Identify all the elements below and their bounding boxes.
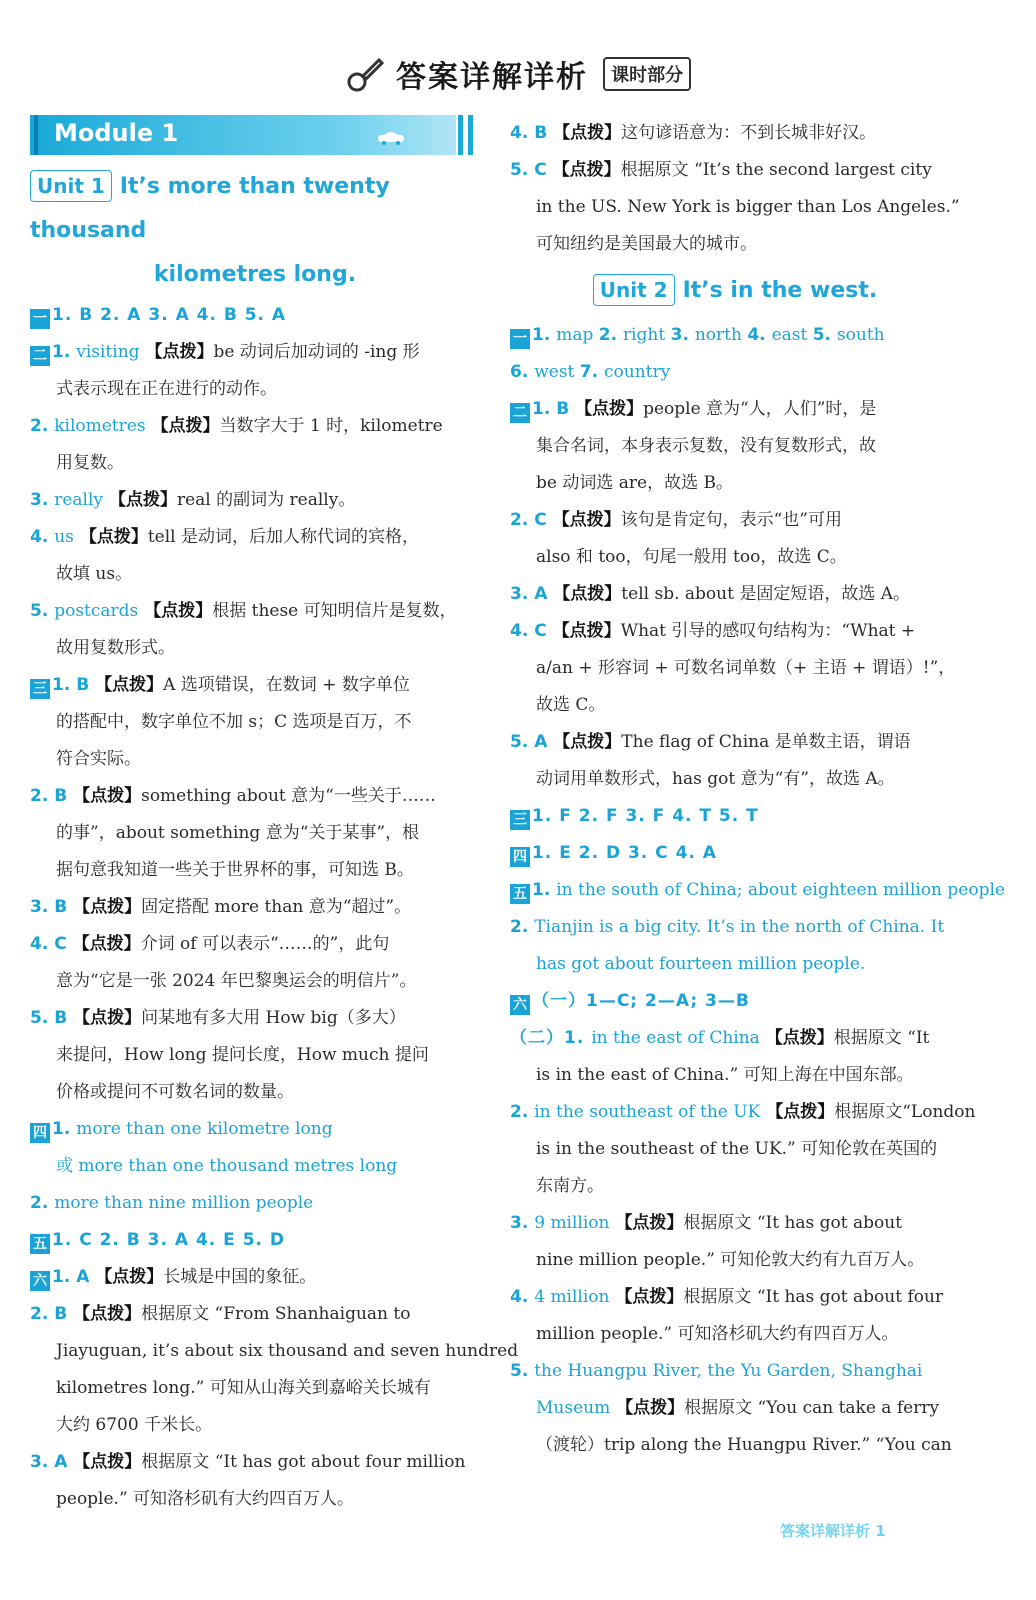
hint-label: 【点拨】 [89, 675, 164, 695]
answer-text: 5. A [510, 732, 548, 752]
unit-label: Unit 2 [593, 274, 675, 306]
hint-label: 【点拨】 [760, 1102, 835, 1122]
hint-label: 【点拨】 [67, 1008, 142, 1028]
answer-text: 3. [510, 1213, 535, 1233]
explanation-text: 根据原文 “It has got about four million [141, 1452, 466, 1472]
answer-line [30, 667, 480, 704]
answer-list [510, 115, 960, 263]
answer-text: east [771, 325, 813, 345]
explanation-text: 集合名词，本身表示复数，没有复数形式，故 [536, 436, 876, 456]
answer-line [510, 354, 960, 391]
unit-title-line1: It’s more than twenty thousand [30, 174, 390, 243]
answer-line [510, 1353, 960, 1390]
answer-line [510, 687, 960, 724]
answer-text: 3. [30, 490, 55, 510]
answer-line [510, 539, 960, 576]
section-number-badge: 五 [510, 884, 530, 904]
answer-text: 6. [510, 362, 535, 382]
answer-text: 1. C 2. B 3. A 4. E 5. D [52, 1230, 286, 1250]
answer-line [30, 1407, 480, 1444]
explanation-text: 问某地有多大用 How big（多大） [141, 1008, 406, 1028]
answer-line [30, 1185, 480, 1222]
answer-line [30, 1481, 480, 1518]
answer-text: 2. C [510, 510, 547, 530]
explanation-text: 可知纽约是美国最大的城市。 [536, 234, 757, 254]
unit-2-heading [510, 269, 960, 313]
hint-label: 【点拨】 [67, 786, 142, 806]
answer-line [510, 1316, 960, 1353]
answer-line [30, 926, 480, 963]
answer-line [30, 704, 480, 741]
answer-text: the Huangpu River, the Yu Garden, Shanghai [534, 1361, 923, 1381]
hint-label: 【点拨】 [610, 1398, 685, 1418]
section-number-badge: 三 [510, 810, 530, 830]
section-number-badge: 六 [30, 1271, 50, 1291]
explanation-text: 的事”，about something 意为“关于某事”，根 [56, 823, 420, 843]
answer-text: 3. B [30, 897, 68, 917]
module-banner [30, 115, 480, 155]
answer-line [510, 613, 960, 650]
answer-line [510, 152, 960, 189]
answer-line [30, 815, 480, 852]
answer-text: 1. F 2. F 3. F 4. T 5. T [532, 806, 759, 826]
right-column [510, 115, 1005, 1464]
section-number-badge: 六 [510, 995, 530, 1015]
answer-line [510, 724, 960, 761]
explanation-text: 根据原文 “It has got about [683, 1213, 903, 1233]
answer-line [30, 408, 480, 445]
answer-line [30, 852, 480, 889]
explanation-text: nine million people.” 可知伦敦大约有九百万人。 [536, 1250, 925, 1270]
explanation-text: 该句是肯定句，表示“也”可用 [620, 510, 842, 530]
answer-line [510, 835, 960, 872]
answer-text: 3. A [30, 1452, 68, 1472]
explanation-text: 根据原文 “You can take a ferry [684, 1398, 940, 1418]
explanation-text: 大约 6700 千米长。 [56, 1415, 213, 1435]
answer-text: 7. [579, 362, 605, 382]
left-column [30, 115, 519, 1518]
answer-line [510, 1427, 960, 1464]
hint-label: 【点拨】 [609, 1287, 684, 1307]
explanation-text: 根据原文 “From Shanhaiguan to [141, 1304, 411, 1324]
explanation-text: 意为“它是一张 2024 年巴黎奥运会的明信片”。 [56, 971, 417, 991]
answer-line [510, 391, 960, 428]
explanation-text: something about 意为“一些关于…… [141, 786, 436, 806]
explanation-text: The flag of China 是单数主语，谓语 [621, 732, 911, 752]
explanation-text: people.” 可知洛杉矶有大约四百万人。 [56, 1489, 355, 1509]
explanation-text: 东南方。 [536, 1176, 604, 1196]
answer-line [510, 1057, 960, 1094]
hint-label: 【点拨】 [546, 160, 621, 180]
hint-label: 【点拨】 [103, 490, 177, 510]
answer-line [510, 872, 1005, 909]
explanation-text: Jiayuguan, it’s about six thousand and seven hundred [56, 1341, 519, 1361]
hint-label: 【点拨】 [546, 510, 621, 530]
answer-text: 4. B [510, 123, 548, 143]
answer-text: 4. [30, 527, 55, 547]
answer-text: 2. B [30, 1304, 68, 1324]
explanation-text: real 的副词为 really。 [176, 490, 356, 510]
explanation-text: 符合实际。 [56, 749, 141, 769]
hint-label: 【点拨】 [139, 342, 214, 362]
answer-line [510, 1168, 960, 1205]
unit-label: Unit 1 [30, 170, 112, 202]
answer-text: in the southeast of the UK [534, 1102, 761, 1122]
section-number-badge: 二 [30, 346, 50, 366]
answer-line [510, 226, 960, 263]
hint-label: 【点拨】 [609, 1213, 684, 1233]
answer-list [510, 317, 1005, 1464]
explanation-text: 故选 C。 [536, 695, 606, 715]
explanation-text: 固定搭配 more than 意为“超过”。 [141, 897, 412, 917]
answer-text: postcards [54, 601, 139, 621]
answer-line [30, 1259, 480, 1296]
explanation-text: million people.” 可知洛杉矶大约有四百万人。 [536, 1324, 899, 1344]
hint-label: 【点拨】 [67, 1304, 142, 1324]
explanation-text: 介词 of 可以表示“……的”，此句 [140, 934, 390, 954]
page-header [0, 52, 1036, 102]
answer-text: 2. [510, 917, 535, 937]
answer-line [30, 741, 480, 778]
answer-text: 1. E 2. D 3. C 4. A [532, 843, 717, 863]
answer-line [30, 593, 480, 630]
explanation-text: people 意为“人，人们”时，是 [643, 399, 877, 419]
answer-text: map [556, 325, 599, 345]
explanation-text: A 选项错误，在数词 + 数字单位 [163, 675, 410, 695]
section-tag: 课时部分 [603, 57, 691, 91]
explanation-text: What 引导的感叹句结构为：“What + [620, 621, 916, 641]
section-number-badge: 四 [30, 1123, 50, 1143]
section-number-badge: 一 [30, 309, 50, 329]
answer-line [510, 798, 960, 835]
answer-text: us [54, 527, 74, 547]
answer-line [30, 1444, 480, 1481]
explanation-text: （渡轮）trip along the Huangpu River.” “You can [536, 1435, 952, 1455]
explanation-text: 根据原文 “It [833, 1028, 930, 1048]
hint-label: 【点拨】 [138, 601, 213, 621]
answer-text: country [604, 362, 671, 382]
answer-line [30, 1222, 480, 1259]
answer-text: north [694, 325, 748, 345]
section-number-badge: 二 [510, 403, 530, 423]
answer-text: right [622, 325, 671, 345]
answer-list [30, 297, 519, 1518]
hint-label: 【点拨】 [73, 527, 148, 547]
answer-line [510, 1094, 976, 1131]
answer-text: 5. [812, 325, 837, 345]
explanation-text: 式表示现在正在进行的动作。 [56, 379, 277, 399]
hint-label: 【点拨】 [547, 732, 622, 752]
answer-text: more than one kilometre long [76, 1119, 333, 1139]
answer-line [30, 963, 480, 1000]
answer-text: 5. [510, 1361, 535, 1381]
answer-text: （一）1—C; 2—A; 3—B [532, 991, 750, 1011]
answer-line [510, 115, 960, 152]
hint-label: 【点拨】 [67, 897, 142, 917]
hint-label: 【点拨】 [547, 584, 622, 604]
explanation-text: be 动词后加动词的 -ing 形 [213, 342, 420, 362]
explanation-text: tell 是动词，后加人称代词的宾格， [147, 527, 419, 547]
explanation-text: 故填 us。 [56, 564, 133, 584]
answer-line [30, 297, 480, 334]
explanation-text: 动词用单数形式，has got 意为“有”，故选 A。 [536, 769, 895, 789]
explanation-text: 的搭配中，数字单位不加 s；C 选项是百万，不 [56, 712, 412, 732]
answer-line [30, 556, 480, 593]
hint-label: 【点拨】 [89, 1267, 164, 1287]
hint-label: 【点拨】 [67, 1452, 142, 1472]
explanation-text: 来提问，How long 提问长度，How much 提问 [56, 1045, 429, 1065]
answer-line [510, 576, 960, 613]
explanation-text: be 动词选 are，故选 B。 [536, 473, 733, 493]
section-number-badge: 四 [510, 847, 530, 867]
answer-line [30, 334, 480, 371]
answer-text: 5. C [510, 160, 547, 180]
answer-text: 1. [52, 1119, 77, 1139]
unit-1-heading [30, 165, 480, 253]
answer-text: kilometres [54, 416, 146, 436]
explanation-text: 故用复数形式。 [56, 638, 175, 658]
section-number-badge: 一 [510, 329, 530, 349]
explanation-text: kilometres long.” 可知从山海关到嘉峪关长城有 [56, 1378, 431, 1398]
answer-line [30, 1370, 480, 1407]
answer-line [510, 1390, 960, 1427]
answer-line [30, 371, 480, 408]
answer-line [30, 1111, 480, 1148]
answer-text: 3. [670, 325, 695, 345]
answer-text: （二）1. [510, 1028, 592, 1048]
answer-line [30, 1148, 480, 1185]
answer-text: 4. C [30, 934, 67, 954]
answer-text: 1. B [532, 399, 570, 419]
answer-line [510, 1131, 960, 1168]
answer-line [510, 909, 960, 946]
explanation-text: is in the southeast of the UK.” 可知伦敦在英国的 [536, 1139, 938, 1159]
hint-label: 【点拨】 [547, 123, 622, 143]
unit-title-line2: kilometres long. [153, 262, 357, 287]
answer-text: really [54, 490, 104, 510]
answer-line [30, 482, 480, 519]
answer-line [510, 428, 960, 465]
car-icon [376, 129, 410, 145]
answer-text: 2. B [30, 786, 68, 806]
answer-text: Tianjin is a big city. It’s in the north of China. It [534, 917, 945, 937]
section-number-badge: 五 [30, 1234, 50, 1254]
hint-label: 【点拨】 [145, 416, 220, 436]
answer-line [30, 519, 480, 556]
answer-line [510, 1279, 960, 1316]
unit-1-heading-cont [30, 253, 480, 297]
page-title: 答案详解详析 [396, 60, 588, 95]
answer-text: 1. [532, 880, 557, 900]
answer-text: 4. [510, 1287, 535, 1307]
answer-line [510, 650, 960, 687]
answer-text: 2. [510, 1102, 535, 1122]
answer-text: west [534, 362, 580, 382]
answer-line [510, 1020, 960, 1057]
explanation-text: a/an + 形容词 + 可数名词单数（+ 主语 + 谓语）!”， [536, 658, 956, 678]
answer-text: 5. [30, 601, 55, 621]
answer-line [30, 778, 480, 815]
answer-line [30, 1296, 480, 1333]
answer-text: 1. A [52, 1267, 90, 1287]
answer-line [510, 502, 960, 539]
explanation-text: in the US. New York is bigger than Los Angeles.” [536, 197, 960, 217]
answer-text: in the east of China [591, 1028, 760, 1048]
answer-text: 4. C [510, 621, 547, 641]
hint-label: 【点拨】 [66, 934, 141, 954]
answer-text: visiting [76, 342, 140, 362]
answer-line [510, 1205, 960, 1242]
answer-line [30, 889, 480, 926]
answer-line [30, 630, 480, 667]
answer-line [30, 1333, 519, 1370]
answer-line [510, 189, 960, 226]
hint-label: 【点拨】 [546, 621, 621, 641]
explanation-text: is in the east of China.” 可知上海在中国东部。 [536, 1065, 914, 1085]
explanation-text: 根据 these 可知明信片是复数， [212, 601, 457, 621]
explanation-text: 价格或提问不可数名词的数量。 [56, 1082, 294, 1102]
answer-text: 或 more than one thousand metres long [56, 1156, 398, 1176]
pen-nib-icon [345, 54, 385, 94]
answer-text: in the south of China; about eighteen million people [556, 880, 1005, 900]
answer-text: 1. B 2. A 3. A 4. B 5. A [52, 305, 287, 325]
answer-line [30, 1074, 480, 1111]
explanation-text: tell sb. about 是固定短语，故选 A。 [621, 584, 910, 604]
unit-title: It’s in the west. [682, 278, 878, 303]
explanation-text: 长城是中国的象征。 [163, 1267, 317, 1287]
answer-line [30, 445, 480, 482]
hint-label: 【点拨】 [759, 1028, 834, 1048]
explanation-text: 根据原文 “It has got about four [683, 1287, 944, 1307]
explanation-text: 当数字大于 1 时，kilometre [219, 416, 443, 436]
answer-text: south [836, 325, 885, 345]
explanation-text: 根据原文 “It’s the second largest city [620, 160, 932, 180]
answer-line [510, 983, 960, 1020]
answer-line [510, 465, 960, 502]
answer-text: 1. B [52, 675, 90, 695]
answer-text: 2. [30, 1193, 55, 1213]
explanation-text: 用复数。 [56, 453, 124, 473]
answer-line [30, 1000, 480, 1037]
answer-text: 2. [30, 416, 55, 436]
explanation-text: 这句谚语意为：不到长城非好汉。 [621, 123, 877, 143]
explanation-text: 根据原文“London [834, 1102, 976, 1122]
answer-text: 4. [747, 325, 772, 345]
module-title: Module 1 [54, 119, 179, 147]
answer-text: has got about fourteen million people. [536, 954, 866, 974]
hint-label: 【点拨】 [569, 399, 644, 419]
answer-text: 1. [52, 342, 77, 362]
section-number-badge: 三 [30, 679, 50, 699]
answer-line [510, 946, 960, 983]
explanation-text: 据句意我知道一些关于世界杯的事，可知选 B。 [56, 860, 414, 880]
answer-text: 4 million [534, 1287, 610, 1307]
answer-line [30, 1037, 480, 1074]
answer-text: 2. [598, 325, 623, 345]
answer-text: 3. A [510, 584, 548, 604]
explanation-text: also 和 too，句尾一般用 too，故选 C。 [536, 547, 847, 567]
answer-text: more than nine million people [54, 1193, 314, 1213]
answer-text: 5. B [30, 1008, 68, 1028]
footer-label: 答案详解详析 1 [780, 1522, 886, 1540]
answer-text: Museum [536, 1398, 611, 1418]
answer-text: 1. [532, 325, 557, 345]
answer-line [510, 317, 960, 354]
answer-line [510, 1242, 960, 1279]
answer-text: 9 million [534, 1213, 610, 1233]
answer-line [510, 761, 960, 798]
